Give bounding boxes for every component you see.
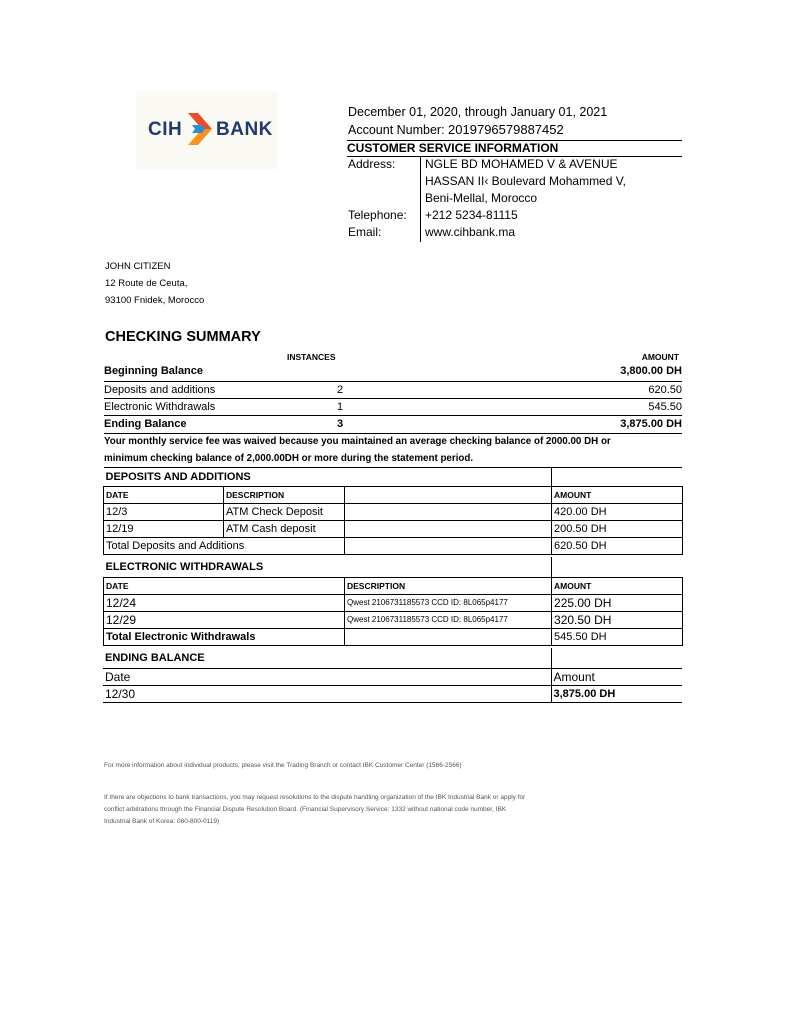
summary-instances: 3 <box>337 418 344 430</box>
customer-name: JOHN CITIZEN <box>105 261 171 272</box>
withdrawals-title: ELECTRONIC WITHDRAWALS <box>104 557 552 578</box>
ending-date: 12/30 <box>103 686 551 703</box>
table-header-row <box>103 669 682 686</box>
deposit-date: 12/19 <box>104 521 224 538</box>
deposit-description: ATM Cash deposit <box>224 521 345 538</box>
table-row <box>103 686 682 703</box>
deposit-date: 12/3 <box>104 504 224 521</box>
col-date-header: DATE <box>104 487 224 504</box>
summary-row-ending <box>104 415 682 434</box>
withdrawals-total-row <box>104 629 683 646</box>
summary-label: Ending Balance <box>104 418 187 430</box>
table-row <box>104 521 683 538</box>
deposits-title: DEPOSITS AND ADDITIONS <box>104 468 552 487</box>
col-description-header: DESCRIPTION <box>224 487 345 504</box>
deposits-total-amount: 620.50 DH <box>552 538 683 555</box>
footer-dispute-line-1: If there are objections to bank transactions, you may request resolutions to the dispute handling organization of the IBK Industrial Bank or apply for <box>104 794 526 801</box>
deposit-amount: 200.50 DH <box>552 521 683 538</box>
withdrawals-total-amount: 545.50 DH <box>552 629 683 646</box>
ending-col-date: Date <box>103 669 551 686</box>
account-number-label: Account Number: <box>348 123 449 137</box>
withdrawals-total-label: Total Electronic Withdrawals <box>104 629 345 646</box>
account-number: 2019796579887452 <box>448 122 564 137</box>
summary-label: Deposits and additions <box>104 384 216 396</box>
ending-balance-table <box>103 648 682 703</box>
summary-amount-header: AMOUNT <box>641 352 679 362</box>
summary-instances: 1 <box>337 401 344 413</box>
customer-service-title: CUSTOMER SERVICE INFORMATION <box>347 140 682 157</box>
summary-row-beginning <box>104 363 682 380</box>
deposits-table <box>103 468 683 555</box>
table-row <box>104 595 683 612</box>
table-header-row <box>104 578 683 595</box>
telephone-value: +212 5234-81115 <box>425 208 518 222</box>
summary-amount: 3,800.00 DH <box>620 365 682 377</box>
withdrawal-description: Qwest 2106731185573 CCD ID: 8L065p4177 <box>345 595 552 612</box>
email-value[interactable]: www.cihbank.ma <box>425 225 516 239</box>
summary-amount: 3,875.00 DH <box>620 418 682 430</box>
col-description-header: DESCRIPTION <box>345 578 552 595</box>
fee-note-line-2: minimum checking balance of 2,000.00DH or more during the statement period. <box>104 453 474 464</box>
withdrawal-date: 12/24 <box>104 595 345 612</box>
col-date-header: DATE <box>104 578 345 595</box>
summary-label: Electronic Withdrawals <box>104 401 216 413</box>
col-amount-header: AMOUNT <box>552 578 683 595</box>
summary-instances-header: INSTANCES <box>287 352 336 362</box>
account-number-line <box>348 121 564 139</box>
withdrawals-table <box>103 557 683 646</box>
table-row <box>104 612 683 629</box>
ending-balance-title: ENDING BALANCE <box>103 648 551 669</box>
checking-summary-title: CHECKING SUMMARY <box>105 329 261 345</box>
summary-amount: 545.50 <box>648 401 682 413</box>
customer-city: 93100 Fnidek, Morocco <box>105 295 205 306</box>
deposit-amount: 420.00 DH <box>552 504 683 521</box>
deposits-total-label: Total Deposits and Additions <box>104 538 345 555</box>
csi-divider <box>420 156 421 242</box>
footer-dispute-line-3: Industrial Bank of Korea: 080-800-0119) <box>104 818 220 825</box>
address-line-3: Beni-Mellal, Morocco <box>425 191 538 205</box>
email-label: Email: <box>348 225 382 239</box>
statement-period: December 01, 2020, through January 01, 2021 <box>348 105 608 119</box>
footer-dispute-line-2: conflict arbitrations through the Financial Dispute Resolution Board. (Financial Supervisory Service: 1332 without national code number, IBK <box>104 806 507 813</box>
table-header-row <box>104 487 683 504</box>
ending-col-amount: Amount <box>551 669 682 686</box>
telephone-label: Telephone: <box>348 208 407 222</box>
fee-note-line-1: Your monthly service fee was waived because you maintained an average checking balance of 2000.00 DH or <box>104 436 611 447</box>
logo-text-cih: CIH <box>148 119 183 140</box>
logo-text-bank: BANK <box>216 119 273 140</box>
customer-street: 12 Route de Ceuta, <box>105 278 188 289</box>
logo-arrow-icon <box>188 113 214 145</box>
col-amount-header: AMOUNT <box>552 487 683 504</box>
bank-logo <box>136 91 278 169</box>
withdrawal-description: Qwest 2106731185573 CCD ID: 8L065p4177 <box>345 612 552 629</box>
summary-row-deposits <box>104 381 682 399</box>
summary-amount: 620.50 <box>648 384 682 396</box>
address-line-2: HASSAN II‹ Boulevard Mohammed V, <box>425 174 626 188</box>
summary-instances: 2 <box>337 384 344 396</box>
withdrawal-date: 12/29 <box>104 612 345 629</box>
summary-label: Beginning Balance <box>104 365 204 377</box>
deposit-description: ATM Check Deposit <box>224 504 345 521</box>
withdrawal-amount: 225.00 DH <box>552 595 683 612</box>
withdrawal-amount: 320.50 DH <box>552 612 683 629</box>
deposits-total-row <box>104 538 683 555</box>
address-line-1: NGLE BD MOHAMED V & AVENUE <box>425 157 618 171</box>
ending-amount: 3,875.00 DH <box>551 686 682 703</box>
footer-contact-note: For more information about individual products, please visit the Trading Branch or contact IBK Customer Center (1566-2566) <box>104 762 462 769</box>
address-label: Address: <box>348 157 396 171</box>
table-row <box>104 504 683 521</box>
summary-row-withdrawals <box>104 398 682 416</box>
